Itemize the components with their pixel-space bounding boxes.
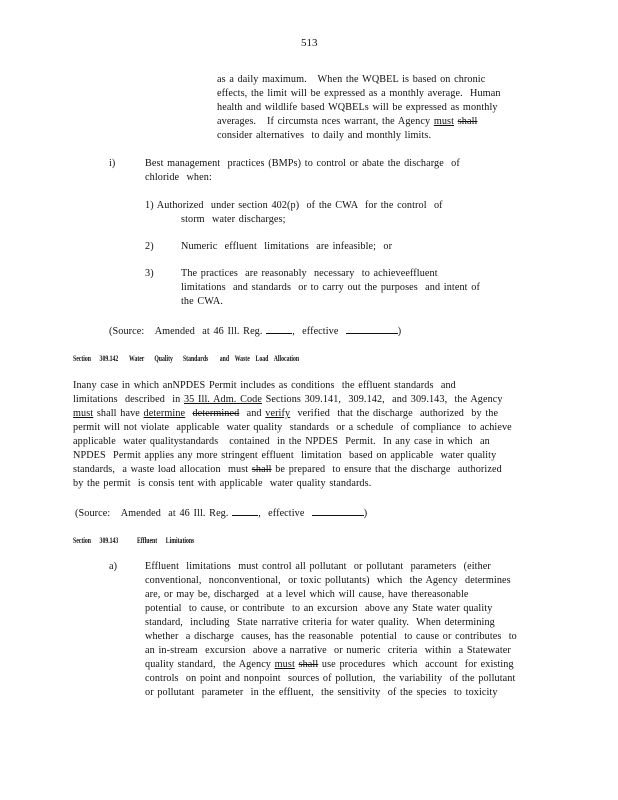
paragraph-line: health and wildlife based WQBELs will be expressed as monthly (217, 102, 498, 113)
paragraph-text: use procedures which account for existing (318, 659, 514, 670)
paragraph-text: shall have (93, 408, 144, 419)
paragraph-text: quality standard, the Agency (145, 659, 275, 670)
paragraph-line: applicable water qualitystandards contained in the NPDES Permit. In any case in which an (73, 436, 490, 447)
paragraph-line: by the permit is consis tent with applicable water quality standards. (73, 478, 372, 489)
paragraph-text: and (239, 408, 266, 419)
item-text: are, or may be, discharged at a level which will cause, have thereasonable (145, 589, 469, 600)
paragraph-text: limitations described in (73, 394, 184, 405)
inserted-text: must (433, 116, 455, 127)
item-text: conventional, nonconventional, or toxic pollutants) which the Agency determines (145, 575, 511, 586)
deleted-text: shall (457, 116, 478, 127)
subitem-marker: 3) (145, 268, 154, 279)
subitem-text: the CWA. (181, 296, 223, 307)
source-effective: effective (268, 508, 305, 519)
deleted-text: determined (192, 408, 240, 419)
paragraph-text: be prepared to ensure that the discharge authorized (271, 464, 502, 475)
paragraph-line: effects, the limit will be expressed as a monthly average. Human (217, 88, 501, 99)
paragraph-line (73, 464, 502, 476)
paragraph-text: averages. If circumsta nces warrant, the Agency (217, 116, 434, 127)
item-marker: i) (109, 158, 116, 169)
blank-field (312, 506, 364, 516)
item-text: standard, including State narrative criteria for water quality. When determining (145, 617, 495, 628)
paragraph-text: standards, a waste load allocation must (73, 464, 252, 475)
item-text: controls on point and nonpoint sources of pollution, the variability of the pollutant (145, 673, 516, 684)
item-text: chloride when: (145, 172, 212, 183)
paragraph-text: Sections 309.141, 309.142, and 309.143, the Agency (261, 394, 503, 405)
paragraph-line: Inany case in which anNPDES Permit includes as conditions the effluent standards and (73, 380, 456, 391)
paragraph-line: permit will not violate applicable water quality standards or a schedule of compliance to achieve (73, 422, 512, 433)
page-number: 513 (301, 37, 318, 49)
item-text: or pollutant parameter in the effluent, the sensitivity of the species to toxicity (145, 687, 498, 698)
paragraph-text: verified that the discharge authorized by the (290, 408, 499, 419)
section-title: Water Quality Standards and Waste Load Allocation (129, 354, 300, 363)
item-text: Effluent limitations must control all pollutant or pollutant parameters (either (145, 561, 491, 572)
section-number: Section 309.142 (73, 354, 119, 363)
subitem-text: 1) Authorized under section 402(p) of the CWA for the control of (145, 200, 443, 211)
blank-field (346, 324, 398, 334)
section-title: Effluent Limitations (137, 536, 195, 545)
item-text: potential to cause, or contribute to an excursion above any State water quality (145, 603, 493, 614)
paragraph-line: as a daily maximum. When the WQBEL is based on chronic (217, 74, 486, 85)
blank-field (232, 506, 258, 516)
item-text: an in-stream excursion above a narrative or numeric criteria within a Statewater (145, 645, 511, 656)
comma: , (258, 508, 261, 519)
subitem-marker: 2) (145, 241, 154, 252)
inserted-text: 35 Ill. Adm. Code (183, 394, 262, 405)
source-note (109, 324, 401, 338)
inserted-text: determine (143, 408, 186, 419)
subitem-text: The practices are reasonably necessary to achieveeffluent (181, 268, 438, 279)
subitem-text: Numeric effluent limitations are infeasible; or (181, 241, 393, 252)
deleted-text: shall (251, 464, 272, 475)
comma: , (292, 326, 295, 337)
paragraph-line (73, 408, 498, 420)
source-text: (Source: Amended at 46 Ill. Reg. (109, 326, 263, 337)
item-text: Best management practices (BMPs) to control or abate the discharge of (145, 158, 460, 169)
close-paren: ) (363, 508, 368, 519)
paragraph-line (217, 116, 477, 128)
inserted-text: must (274, 659, 295, 670)
section-number: Section 309.143 (73, 536, 119, 545)
subitem-text: limitations and standards or to carry out the purposes and intent of (181, 282, 480, 293)
blank-field (266, 324, 292, 334)
inserted-text: must (73, 408, 94, 419)
paragraph-line: consider alternatives to daily and monthly limits. (217, 130, 432, 141)
paragraph-line: NPDES Permit applies any more stringent effluent limitation based on applicable water quality (73, 450, 497, 461)
subitem-text: storm water discharges; (181, 214, 286, 225)
item-text: whether a discharge causes, has the reasonable potential to cause or contributes to (145, 631, 517, 642)
inserted-text: verify (265, 408, 291, 419)
source-note (75, 506, 367, 520)
item-marker: a) (109, 561, 118, 572)
source-text: (Source: Amended at 46 Ill. Reg. (75, 508, 229, 519)
deleted-text: shall (298, 659, 319, 670)
item-text (145, 659, 514, 671)
paragraph-line (73, 394, 503, 406)
close-paren: ) (397, 326, 402, 337)
source-effective: effective (302, 326, 339, 337)
